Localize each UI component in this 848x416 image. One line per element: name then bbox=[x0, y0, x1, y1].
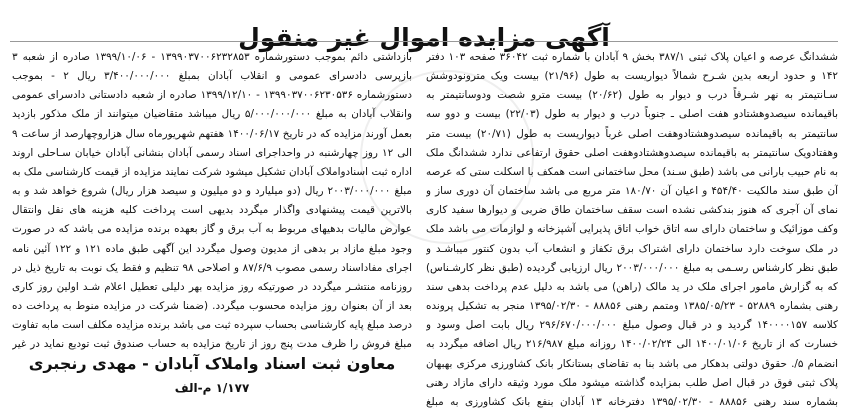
notice-title: آگهی مزایده اموال غیر منقول bbox=[238, 22, 610, 52]
body-paragraph-left: بازداشتی دائم بموجب دستورشماره ۱۳۹۹۰۳۷۰۰۶۲۳۲۸۵۳ - ۱۳۹۹/۱۰/۰۶ صادره از شعبه ۳ بازپرسی دادسرای عمومی و انقلاب آبادان بمبلغ ۳/۴۰۰/۰۰۰/۰۰۰ ریال ۲ - بموجب دستورشماره ۱۳۹۹۰۳۷۰۰۶۲۳۰۵۳۶ - ۱۳۹۹/۱۲/۱۰ صادره از شعبه دادستانی دادسرای عمومی وانقلاب آبادان به مبلغ ۵/۰۰۰/۰۰۰/۰۰۰ ریال میباشد متقاضیان میتوانند از ملک مذکور بازدید بعمل آورند مزایده که در تاریخ ۱۴۰۰/۰۶/۱۷ هفتهم شهریورماه سال هزاروچهارصد از ساعت ۹ الی ۱۲ روز چهارشنبه در واحداجرای اسناد رسمی آبادان بنشانی آبادان خیابان سـاحلی اروند اداره ثبت اسنادواملاک آبادان تشکیل میشود شرکت نمایند مزایده از قیمت کارشناسی ملک به مبلغ ۲۰۰۳/۰۰۰/۰۰۰ ریال (دو میلیارد و دو میلیون و سیصد هزار ریال) شروع خواهد شد و به بالاترین قیمت پیشنهادی واگذار میگردد بدیهی است پرداخت کلیه هزینه های نقل وانتقال عوارض مالیات بدهیهای مربوط به آب برق و گاز بعهده برنده مزایده می باشد که در صورت وجود مبلغ مازاد بر بدهی از مدیون وصول میگردد این آگهی طبق ماده ۱۲۱ و ۱۲۲ آئین نامه اجرای مفاداسناد رسمی مصوب ۸۷/۶/۹ و اصلاحی ۹۸ تنظیم و فقط یک نوبت به تاریخ ذیل در روزنامه منتشـر میگردد در صورتیکه روز مزایده بهر دلیلی تعطیل اعلام شـد اولین روز کاری بعد از آن بعنوان روز مزایده محسوب میگردد. (ضمنا شرکت در مزایده منوط به پرداخت ده درصد مبلغ پایه کارشناسی بحساب سپرده ثبت می باشد برنده مزایده مکلف است مابه تفاوت مبلغ فروش را ظرف مدت پنج روز از تاریخ مزایده به حساب صندوق ثبت تودیع نماید در غیر bbox=[12, 51, 412, 351]
title-divider bbox=[10, 41, 838, 42]
signatory-office: معاون ثبت اسناد واملاک آبادان - مهدی رنجبری bbox=[28, 354, 396, 373]
notice-code: ۱/۱۷۷ م-الف bbox=[174, 381, 250, 395]
body-right-column bbox=[426, 48, 838, 410]
body-left-column bbox=[12, 48, 412, 352]
body-paragraph-right: ششدانگ عرصه و اعیان پلاک ثبتی ۳۸۷/۱ بخش ۹ آبادان با شماره ثبت ۳۶۰۴۲ صفحه ۱۰۳ دفتر ۱۴۲ و حدود اربعه بدین شـرح شمالاً دیواریست به طول (۲۱/۹۶) بیست ویک مترونودوشش سـانتیمتر به نهر شـرقاً درب و دیوار به طول (۲۰/۶۲) بیست مترو شصت ودوسانتیمتر به باقیمانده سیصدوهشتادو هفت اصلی ـ جنوباً درب و دیوار به طول (۲۲/۰۳) بیست و دوو سه سانتیمتر به باقیمانده سیصدوهشتادوهفت اصلی غرباً دیواریست به طول (۲۰/۷۱) بیست متر وهفتادویک سانتیمتر به باقیمانده سیصدوهشتادوهفت اصلی حقوق ارتفاعی ندارد ششدانگ ملک به نام حبیب بارانی می باشد (طبق سـند) محل ساختمانی است همکف با اسکلت ستی که عرصه آن طبق سند مالکیت ۴۵۴/۴۰ و اعیان آن ۱۸۰/۷۰ متر مربع می باشد ساختمان آن دوری ساز و نمای آن آجری که هنوز بندکشی نشده است سقف ساختمان طاق ضربی و دیوارها سفید کاری وکف موزائیک و ساختمان دارای سه اتاق خواب اتاق پذیرایی آشپزخانه و لوازمات می باشد ملک در ملک سوخت دارد ساختمان دارای اشتراک برق تکفاز و انشعاب آب بدون کنتور میباشـد و طبق نظر کارشناس رسـمی به مبلغ ۲۰۰۳/۰۰۰/۰۰۰ ریال ارزیابی گردیده (طبق نظر کارشـناس) که به گزارش مامور اجرای ملک در ید مالک (راهن) می باشد به دلیل عدم پرداخت بدهی سند رهنی بشماره ۵۲۸۸۹ - ۱۳۸۵/۰۵/۲۳ ومتمم رهنی ۸۸۸۵۶ - ۱۳۹۵/۰۲/۳۰ منجر به تشکیل پرونده کلاسه ۱۴۰۰۰۰۱۵۷ گردید و در قبال وصول مبلغ ۲۹۶/۶۷۰/۰۰۰/۰۰۰ ریال بابت اصل وسود و خسارت که از تاریخ ۱۴۰۰/۰۱/۰۶ الی ۱۴۰۰/۰۲/۲۴ روزانه مبلغ ۲۱۶/۹۸۷ ریال اضافه میگردد به انضمام ۵/. حقوق دولتی بدهکار می باشد بنا به تقاضای بستانکار بانک کشاورزی مرکزی بهبهان پلاک ثبتی فوق در قبال اصل طلب بمزایده گذاشته میشود ملک مورد وثیقه دارای مازاد رهنی بشماره سند رهنی ۸۸۸۵۶ - ۱۳۹۵/۰۲/۳۰ دفترخانه ۱۳ آبادان بنفع بانک کشاورزی به مبلغ bbox=[426, 51, 838, 408]
signature-block bbox=[12, 352, 412, 398]
